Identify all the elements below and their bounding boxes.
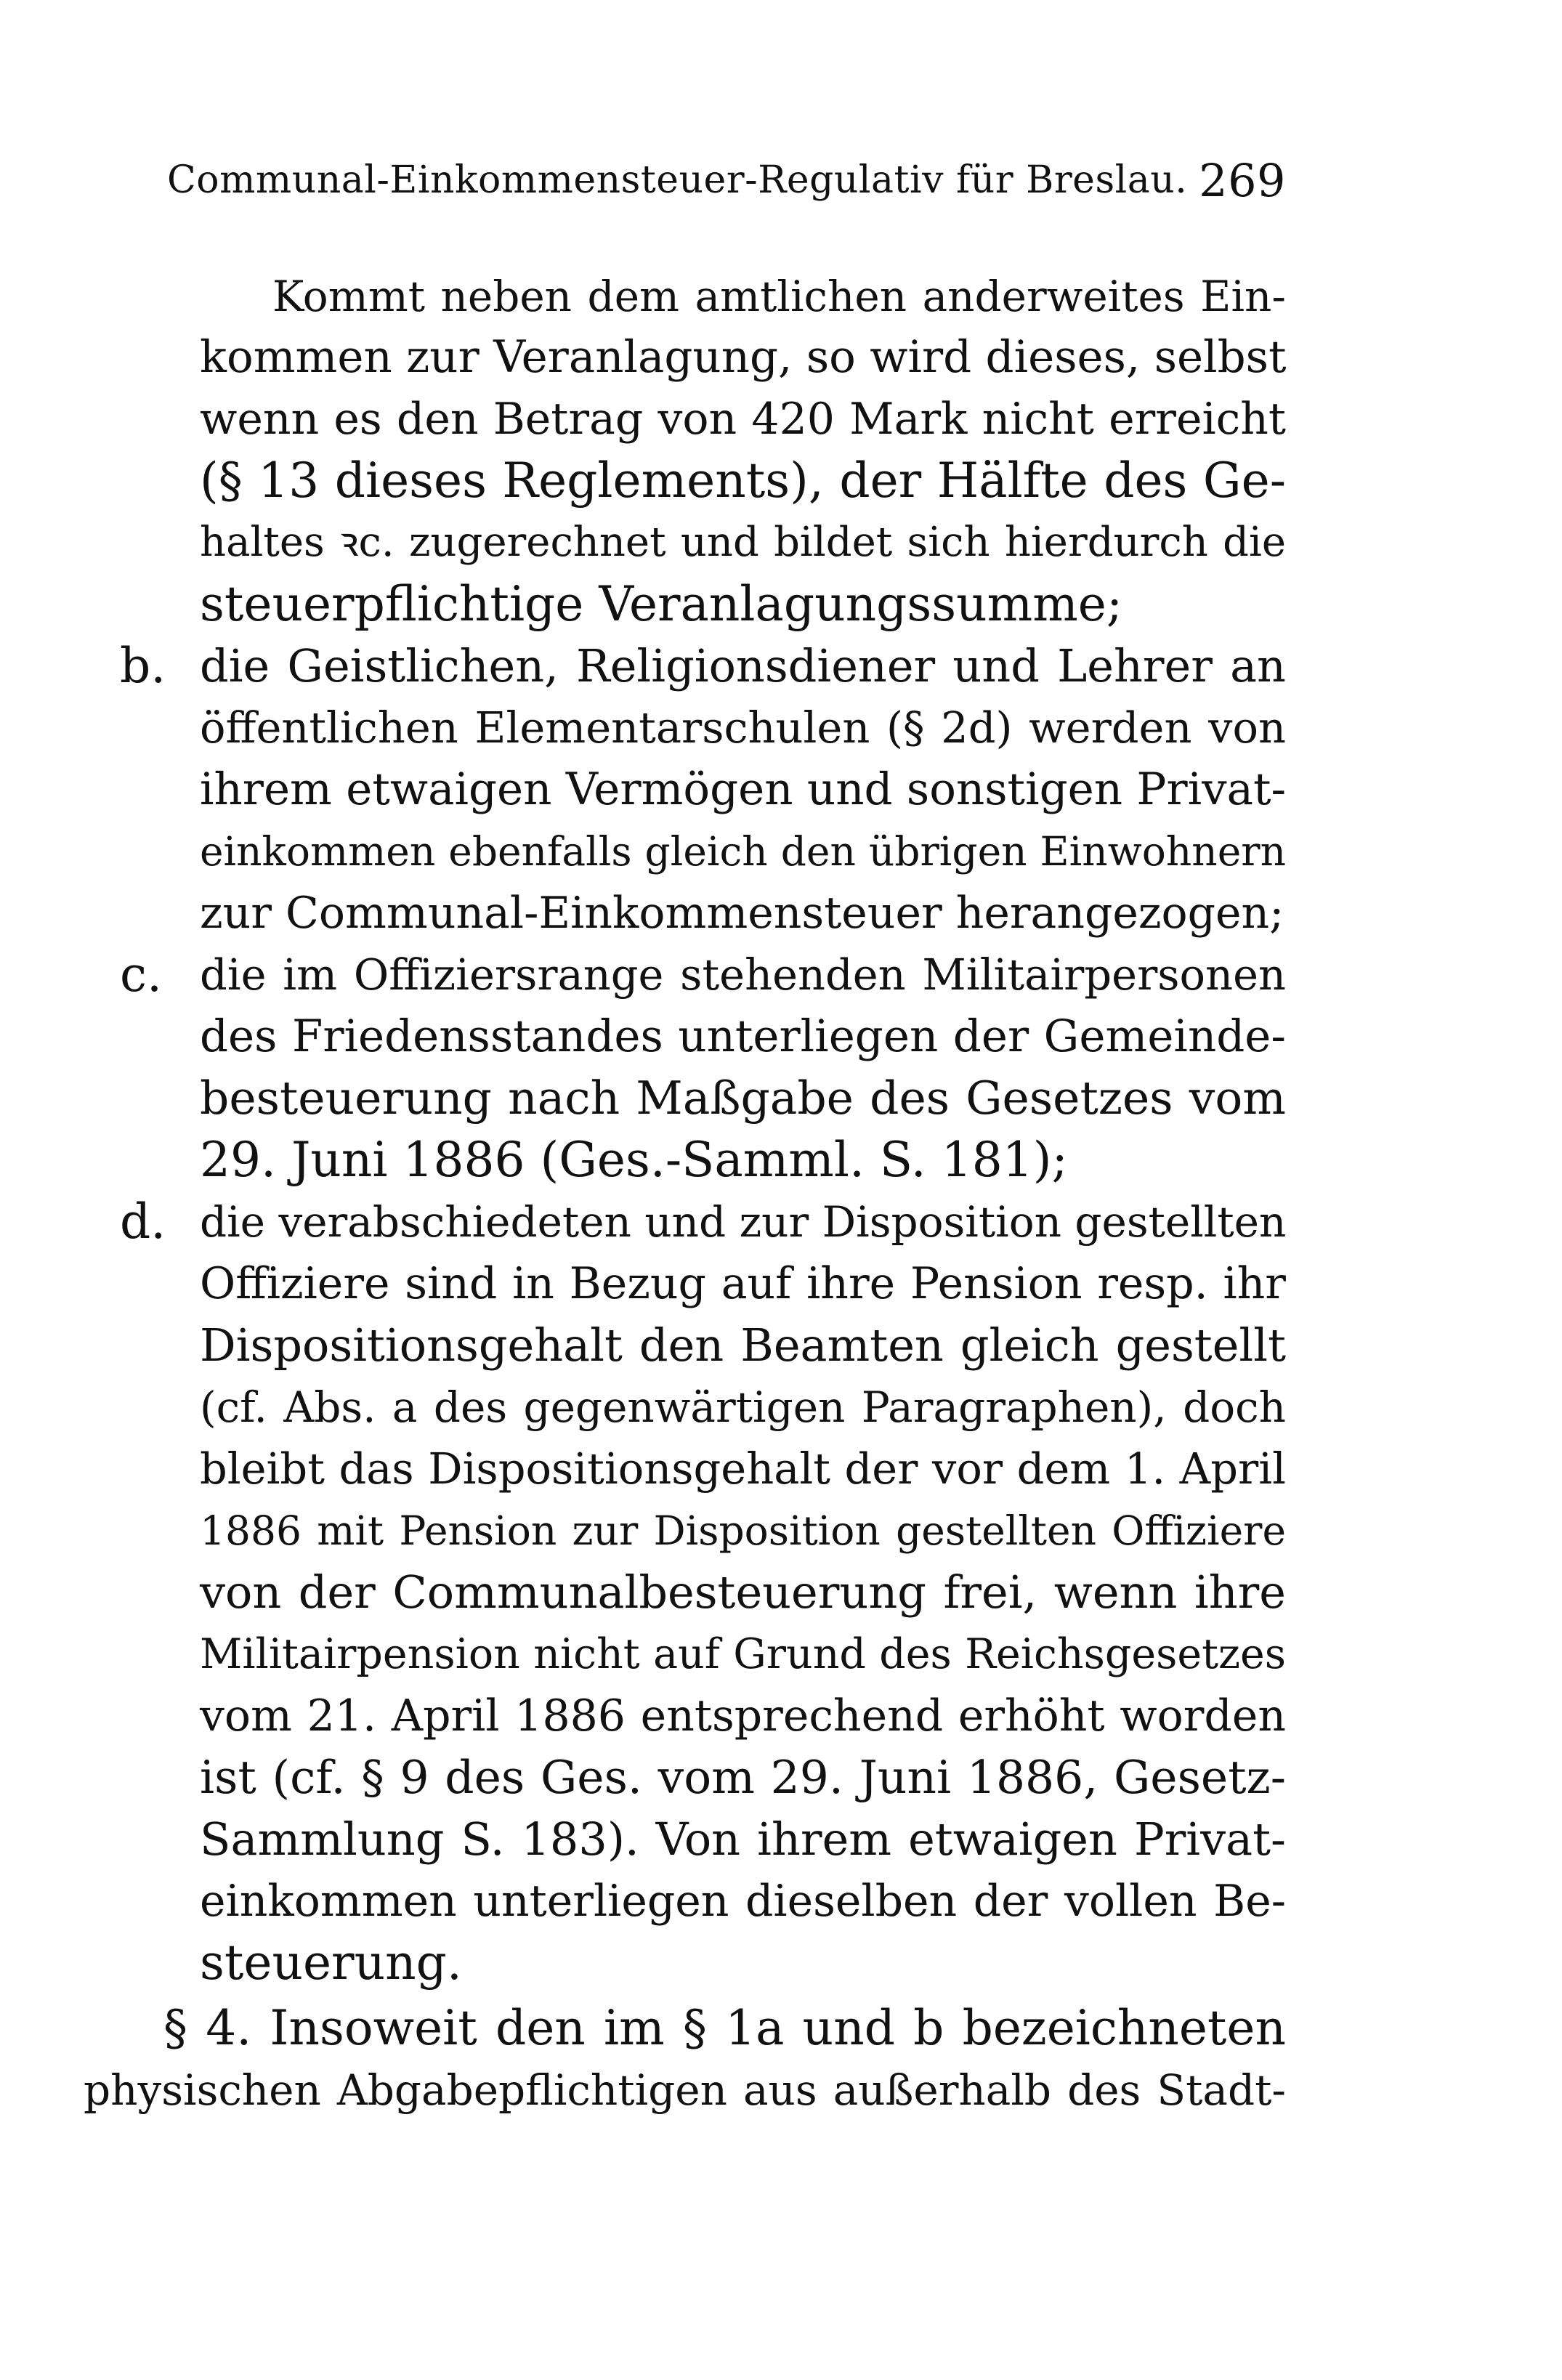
text-line: zur Communal-Einkommensteuer herangezogen; <box>200 888 1284 939</box>
running-header <box>167 154 1286 216</box>
text-line: ihrem etwaigen Vermögen und sonstigen Privat- <box>200 764 1287 815</box>
text-line: (§ 13 dieses Reglements), der Hälfte des Ge- <box>200 453 1286 509</box>
item-label-c: c. <box>120 947 162 1003</box>
running-title: Communal-Einkommensteuer-Regulativ für Breslau. <box>167 158 1188 202</box>
text-line: Offiziere sind in Bezug auf ihre Pension resp. ihr <box>200 1258 1286 1309</box>
item-label-d: d. <box>120 1194 166 1250</box>
text-line: wenn es den Betrag von 420 Mark nicht erreicht <box>200 394 1286 445</box>
text-line: die im Offiziersrange stehenden Militairpersonen <box>200 950 1286 1000</box>
text-line: steuerung. <box>200 1935 462 1991</box>
text-line: (cf. Abs. a des gegenwärtigen Paragraphen), doch <box>200 1383 1286 1432</box>
text-line: kommen zur Veranlagung, so wird dieses, selbst <box>200 331 1287 383</box>
text-line: einkommen ebenfalls gleich den übrigen Einwohnern <box>200 828 1286 875</box>
text-line: steuerpflichtige Veranlagungssumme; <box>200 576 1123 632</box>
text-line: vom 21. April 1886 entsprechend erhöht worden <box>200 1691 1286 1741</box>
page-number: 269 <box>1199 154 1286 207</box>
item-label-b: b. <box>120 638 166 694</box>
text-line: des Friedensstandes unterliegen der Gemeinde- <box>200 1011 1286 1062</box>
text-line: öffentlichen Elementarschulen (§ 2d) werden von <box>200 703 1286 753</box>
text-line: ist (cf. § 9 des Ges. vom 29. Juni 1886, Gesetz- <box>200 1751 1286 1804</box>
text-line: Sammlung S. 183). Von ihrem etwaigen Privat- <box>200 1813 1286 1866</box>
section-4-line: § 4. Insoweit den im § 1a und b bezeichneten <box>163 2000 1286 2056</box>
text-line: Dispositionsgehalt den Beamten gleich gestellt <box>200 1319 1286 1372</box>
text-line: von der Communalbesteuerung frei, wenn ihre <box>200 1566 1286 1619</box>
text-line: haltes ꝛc. zugerechnet und bildet sich hierdurch die <box>200 519 1286 566</box>
text-line: 1886 mit Pension zur Disposition gestellten Offiziere <box>200 1507 1286 1554</box>
text-line: physischen Abgabepflichtigen aus außerhalb des Stadt- <box>84 2065 1286 2115</box>
text-line: bleibt das Dispositionsgehalt der vor dem 1. April <box>200 1444 1286 1494</box>
text-line: die verabschiedeten und zur Disposition gestellten <box>200 1197 1287 1247</box>
text-line: Militairpension nicht auf Grund des Reichsgesetzes <box>200 1630 1286 1678</box>
text-line: 29. Juni 1886 (Ges.-Samml. S. 181); <box>200 1132 1068 1188</box>
text-line: einkommen unterliegen dieselben der vollen Be- <box>200 1876 1286 1927</box>
text-line: die Geistlichen, Religionsdiener und Lehrer an <box>200 639 1286 692</box>
text-line: Kommt neben dem amtlichen anderweites Ein- <box>272 272 1286 321</box>
text-line: besteuerung nach Maßgabe des Gesetzes vom <box>200 1072 1286 1125</box>
